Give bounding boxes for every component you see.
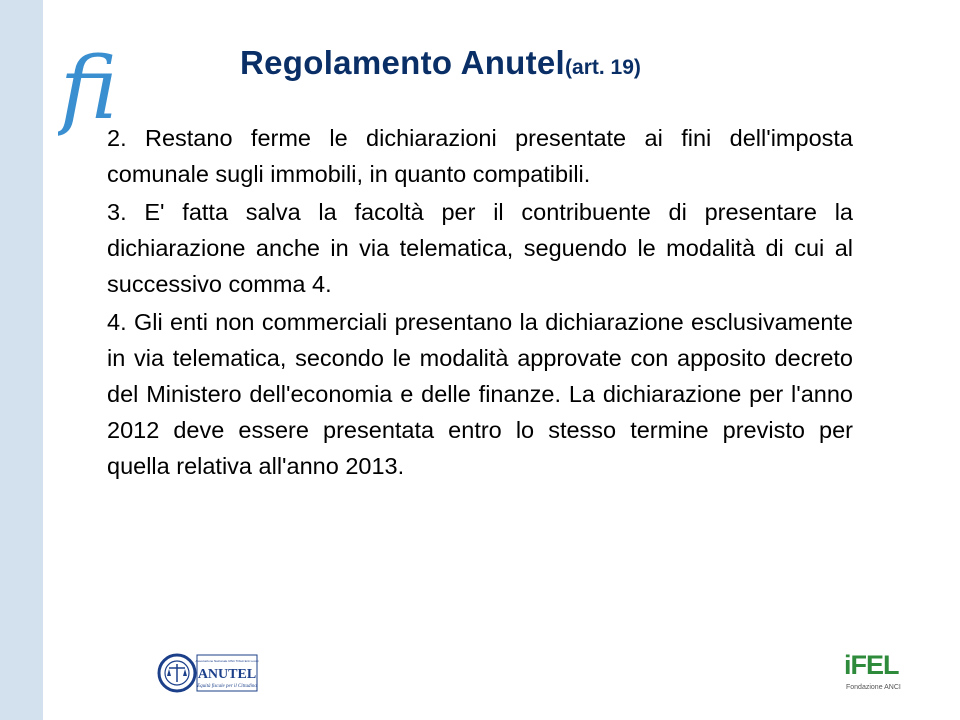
anutel-logo: [157, 652, 259, 694]
svg-text:ANUTEL: ANUTEL: [197, 667, 257, 682]
slide-title: [240, 44, 840, 94]
title-article: (art. 19): [565, 56, 641, 79]
body-text: [107, 120, 853, 484]
ifel-logo: [844, 650, 904, 698]
svg-text:Associazione Nazionale Uffici: Associazione Nazionale Uffici Tributi Enti Locali: [195, 659, 259, 663]
title-main: Regolamento Anutel: [240, 44, 566, 81]
ifel-subtitle: Fondazione ANCI: [846, 684, 901, 691]
ifel-wordmark: iFEL: [844, 650, 899, 680]
svg-text:Equità fiscale per il Cittadin: Equità fiscale per il Cittadino: [197, 684, 257, 689]
paragraph-4: 4. Gli enti non commerciali presentano la dichiarazione esclusivamente in via telematica, secondo le modalità approvate con apposito decreto del Ministero dell'economia e delle finanze. La dichiarazione per l'anno 2012 deve essere presentata entro lo stesso termine previsto per quella relativa all'anno 2013.: [107, 309, 853, 479]
paragraph-2: 2. Restano ferme le dichiarazioni presentate ai fini dell'imposta comunale sugli immobili, in quanto compatibili.: [107, 125, 853, 187]
svg-text:fi: fi: [60, 39, 118, 138]
left-accent-bar: [0, 0, 43, 720]
paragraph-3: 3. E' fatta salva la facoltà per il contribuente di presentare la dichiarazione anche in via telematica, seguendo le modalità di cui al successivo comma 4.: [107, 199, 853, 297]
